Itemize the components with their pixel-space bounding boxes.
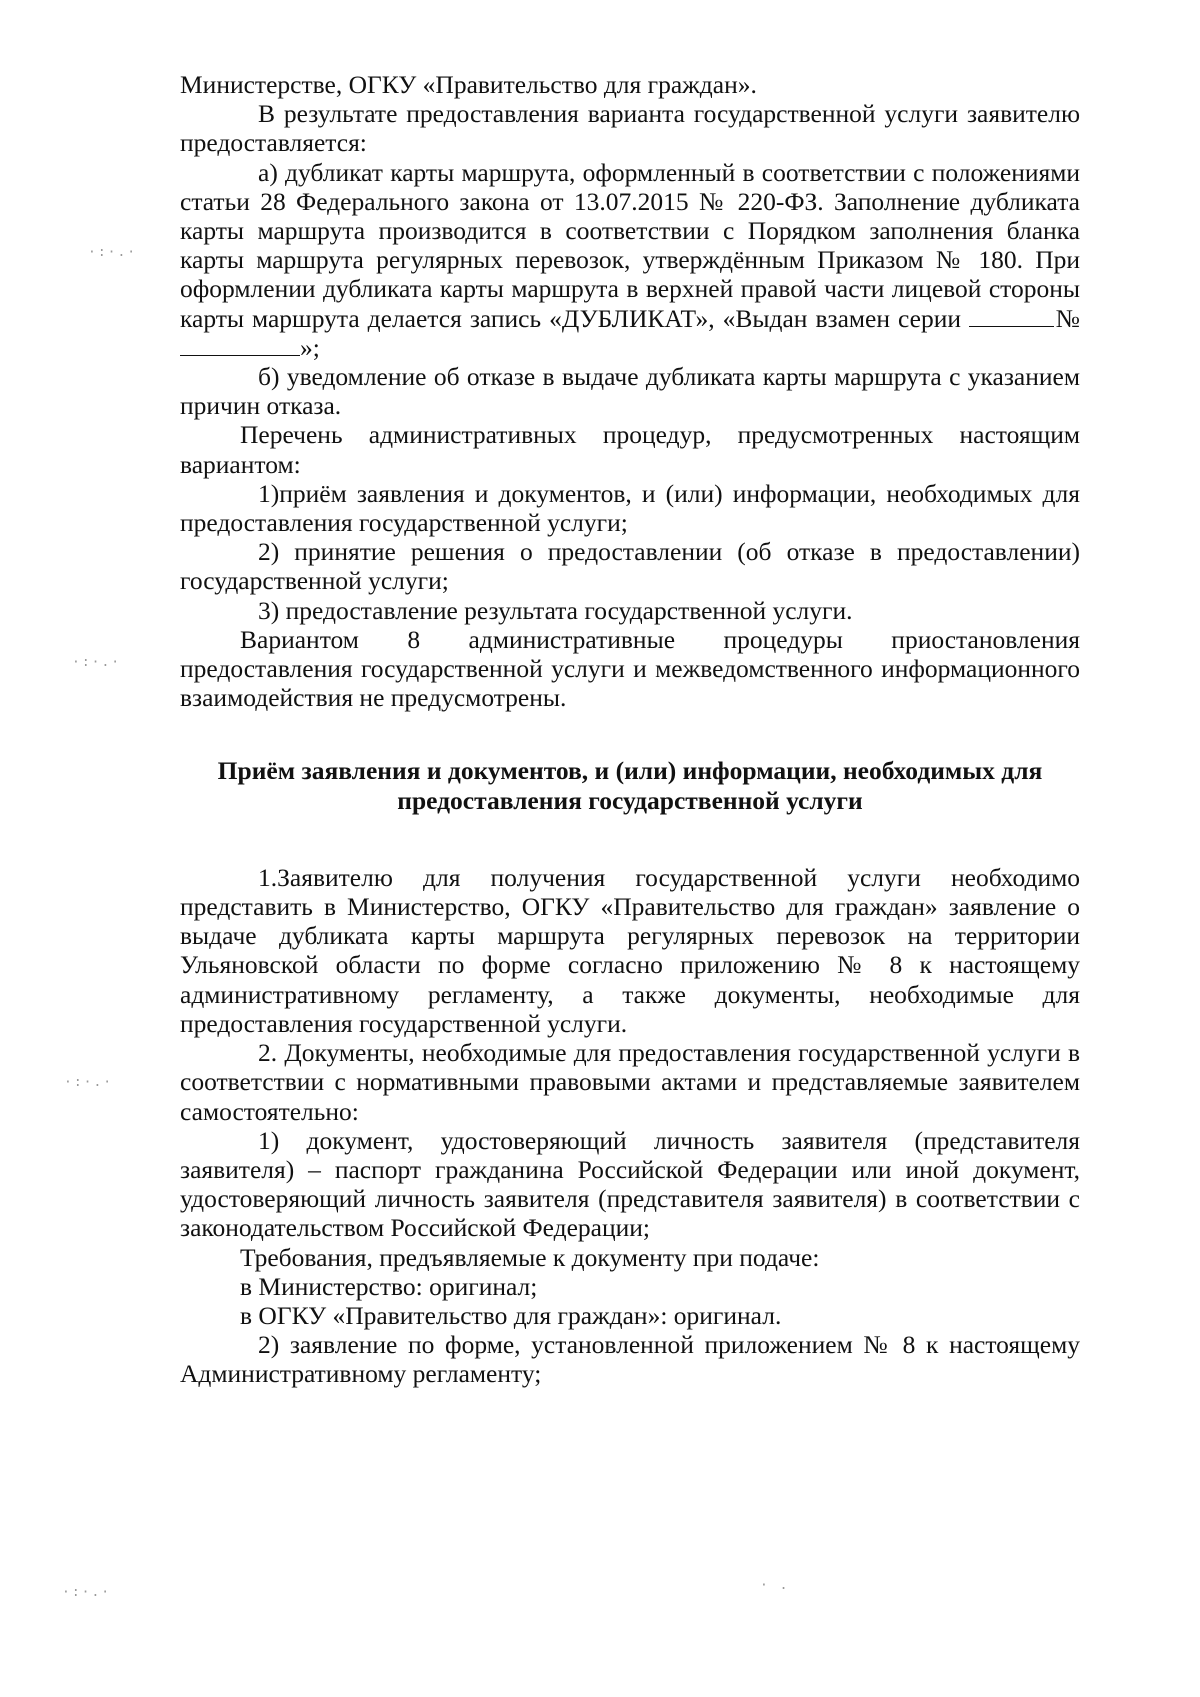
scan-speck: ·:·.· <box>64 1075 114 1090</box>
paragraph-ministry-original: в Министерство: оригинал; <box>240 1271 538 1301</box>
list-item-3: 3) предоставление результата государственной услуги. <box>258 595 853 625</box>
paragraph-ogku-original: в ОГКУ «Правительство для граждан»: оригинал. <box>240 1300 782 1330</box>
list-item-1: 1)приём заявления и документов, и (или) информации, необходимых для предоставления государственной услуги; <box>180 478 1080 538</box>
section-heading: Приём заявления и документов, и (или) информации, необходимых для предоставления государственной услуги <box>217 756 1043 815</box>
paragraph-item-1: 1.Заявителю для получения государственной услуги необходимо представить в Министерство, ОГКУ «Правительство для граждан» заявление о выдаче дубликата карты маршрута регулярных перевозок на территории Ульяновской области по форме согласно приложению № 8 к настоящему административному регламенту, а также документы, необходимые для предоставления государственной услуги. <box>180 862 1080 1038</box>
duplicate-text: а) дубликат карты маршрута, оформленный в соответствии с положениями статьи 28 Федерального закона от 13.07.2015 № 220-ФЗ. Заполнение дубликата карты маршрута производится в соответствии с Порядком заполнения бланка карты маршрута регулярных перевозок, утверждённым Приказом № 180. При оформлении дубликата карты маршрута в верхней правой части лицевой стороны карты маршрута делается запись «ДУБЛИКАТ», «Выдан взамен серии <box>180 157 1080 333</box>
paragraph-intro-tail: Министерстве, ОГКУ «Правительство для граждан». <box>180 70 757 99</box>
scan-speck: ·:·.· <box>88 245 138 260</box>
scan-speck: · . <box>760 1578 790 1593</box>
number-sign: № <box>1054 303 1081 333</box>
scan-speck: ·:·.· <box>72 655 122 670</box>
closing-quote: »; <box>300 332 320 362</box>
paragraph-subitem-1: 1) документ, удостоверяющий личность заявителя (представителя заявителя) – паспорт гражданина Российской Федерации или иной документ, удостоверяющий личность заявителя (представителя заявителя) в соответствии с законодательством Российской Федерации; <box>180 1125 1080 1243</box>
paragraph-procedures-list: Перечень административных процедур, предусмотренных настоящим вариантом: <box>180 420 1080 479</box>
number-blank <box>180 333 300 356</box>
paragraph-item-2: 2. Документы, необходимые для предоставления государственной услуги в соответствии с нормативными правовыми актами и представляемые заявителем самостоятельно: <box>180 1038 1080 1126</box>
paragraph-variant-8: Вариантом 8 административные процедуры приостановления предоставления государственной услуги и межведомственного информационного взаимодействия не предусмотрены. <box>180 624 1080 713</box>
paragraph-requirements: Требования, предъявляемые к документу при подаче: <box>240 1242 820 1272</box>
paragraph-subitem-2: 2) заявление по форме, установленной приложением № 8 к настоящему Административному регламенту; <box>180 1330 1080 1389</box>
series-blank <box>969 304 1054 327</box>
list-item-2: 2) принятие решения о предоставлении (об отказе в предоставлении) государственной услуги; <box>180 537 1080 596</box>
document-page <box>180 70 1080 1389</box>
scan-speck: ·:·.· <box>62 1585 112 1600</box>
paragraph-result: В результате предоставления варианта государственной услуги заявителю предоставляется: <box>180 99 1080 158</box>
paragraph-refusal: б) уведомление об отказе в выдаче дубликата карты маршрута с указанием причин отказа. <box>180 362 1080 421</box>
paragraph-duplicate <box>180 158 1080 362</box>
